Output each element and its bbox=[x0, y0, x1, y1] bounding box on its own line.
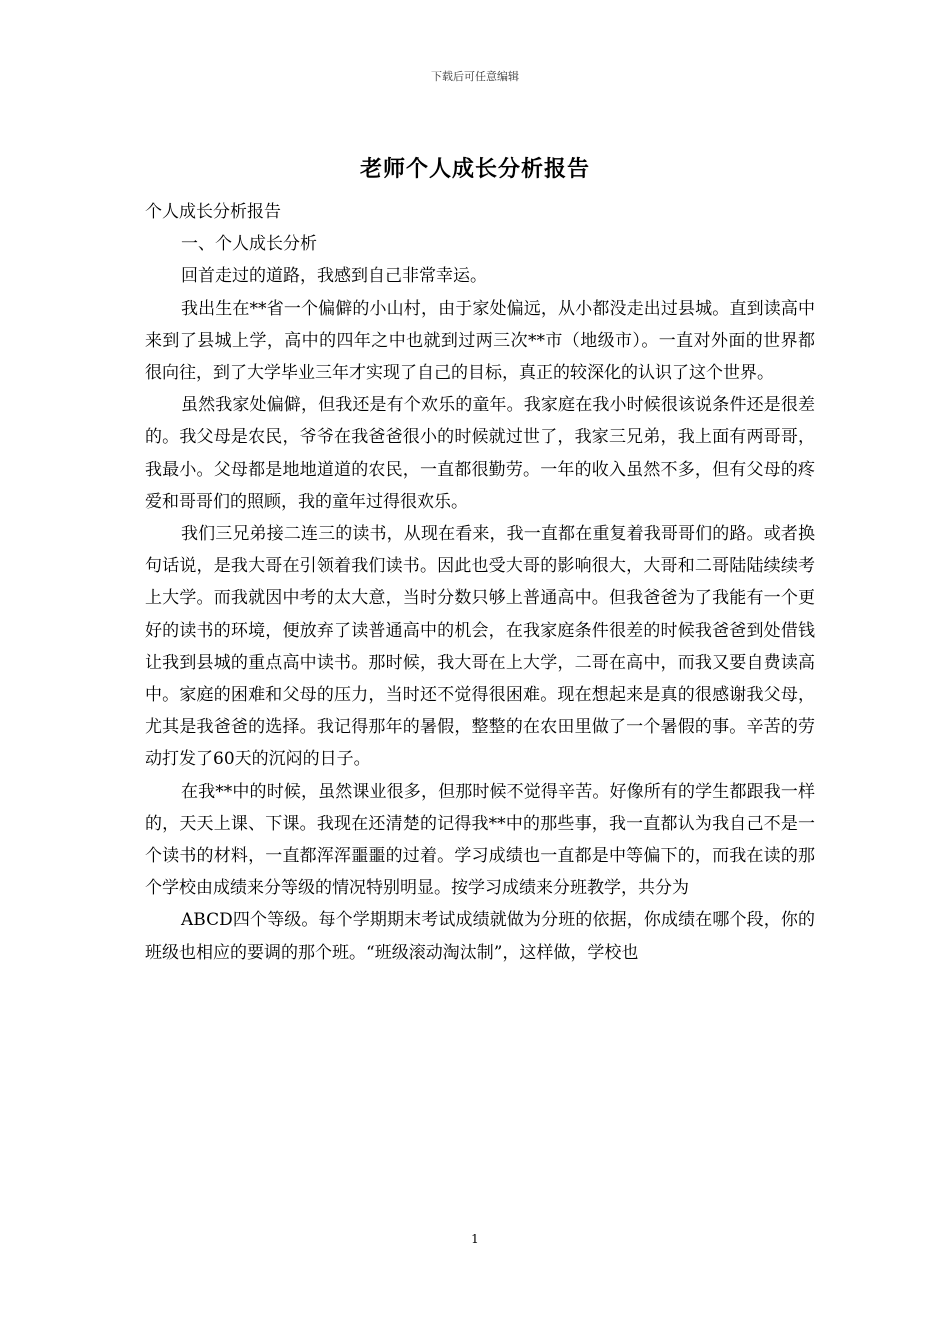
page-number: 1 bbox=[471, 1232, 479, 1246]
header-note: 下载后可任意编辑 bbox=[431, 70, 519, 83]
subtitle-paragraph: 个人成长分析报告 bbox=[145, 202, 281, 222]
document-body bbox=[145, 196, 815, 969]
document-title: 老师个人成长分析报告 bbox=[359, 156, 590, 182]
body-paragraph: 回首走过的道路，我感到自己非常幸运。 bbox=[181, 266, 487, 287]
body-paragraph: 虽然我家处偏僻，但我还是有个欢乐的童年。我家庭在我小时候很该说条件还是很差的。我父母是农民，爷爷在我爸爸很小的时候就过世了，我家三兄弟，我上面有两哥哥，我最小。父母都是地地道道的农民，一直都很勤劳。一年的收入虽然不多，但有父母的疼爱和哥哥们的照顾，我的童年过得很欢乐。 bbox=[145, 395, 815, 512]
body-paragraph: 我出生在**省一个偏僻的小山村，由于家处偏远，从小都没走出过县城。直到读高中来到了县城上学，高中的四年之中也就到过两三次**市（地级市）。一直对外面的世界都很向往，到了大学毕业三年才实现了自己的目标，真正的较深化的认识了这个世界。 bbox=[145, 298, 815, 384]
section-heading: 一、个人成长分析 bbox=[181, 234, 317, 255]
body-paragraph: ABCD四个等级。每个学期期末考试成绩就做为分班的依据，你成绩在哪个段，你的班级也相应的要调的那个班。“班级滚动淘汰制”，这样做，学校也 bbox=[145, 910, 815, 963]
body-paragraph: 我们三兄弟接二连三的读书，从现在看来，我一直都在重复着我哥哥们的路。或者换句话说，是我大哥在引领着我们读书。因此也受大哥的影响很大，大哥和二哥陆陆续续考上大学。而我就因中考的太大意，当时分数只够上普通高中。但我爸爸为了我能有一个更好的读书的环境，便放弃了读普通高中的机会，在我家庭条件很差的时候我爸爸到处借钱让我到县城的重点高中读书。那时候，我大哥在上大学，二哥在高中，而我又要自费读高中。家庭的困难和父母的压力，当时还不觉得很困难。现在想起来是真的很感谢我父母，尤其是我爸爸的选择。我记得那年的暑假，整整的在农田里做了一个暑假的事。辛苦的劳动打发了60天的沉闷的日子。 bbox=[145, 524, 815, 770]
body-paragraph: 在我**中的时候，虽然课业很多，但那时候不觉得辛苦。好像所有的学生都跟我一样的，天天上课、下课。我现在还清楚的记得我**中的那些事，我一直都认为我自己不是一个读书的材料，一直都浑浑噩噩的过着。学习成绩也一直都是中等偏下的，而我在读的那个学校由成绩来分等级的情况特别明显。按学习成绩来分班教学，共分为 bbox=[145, 781, 815, 899]
